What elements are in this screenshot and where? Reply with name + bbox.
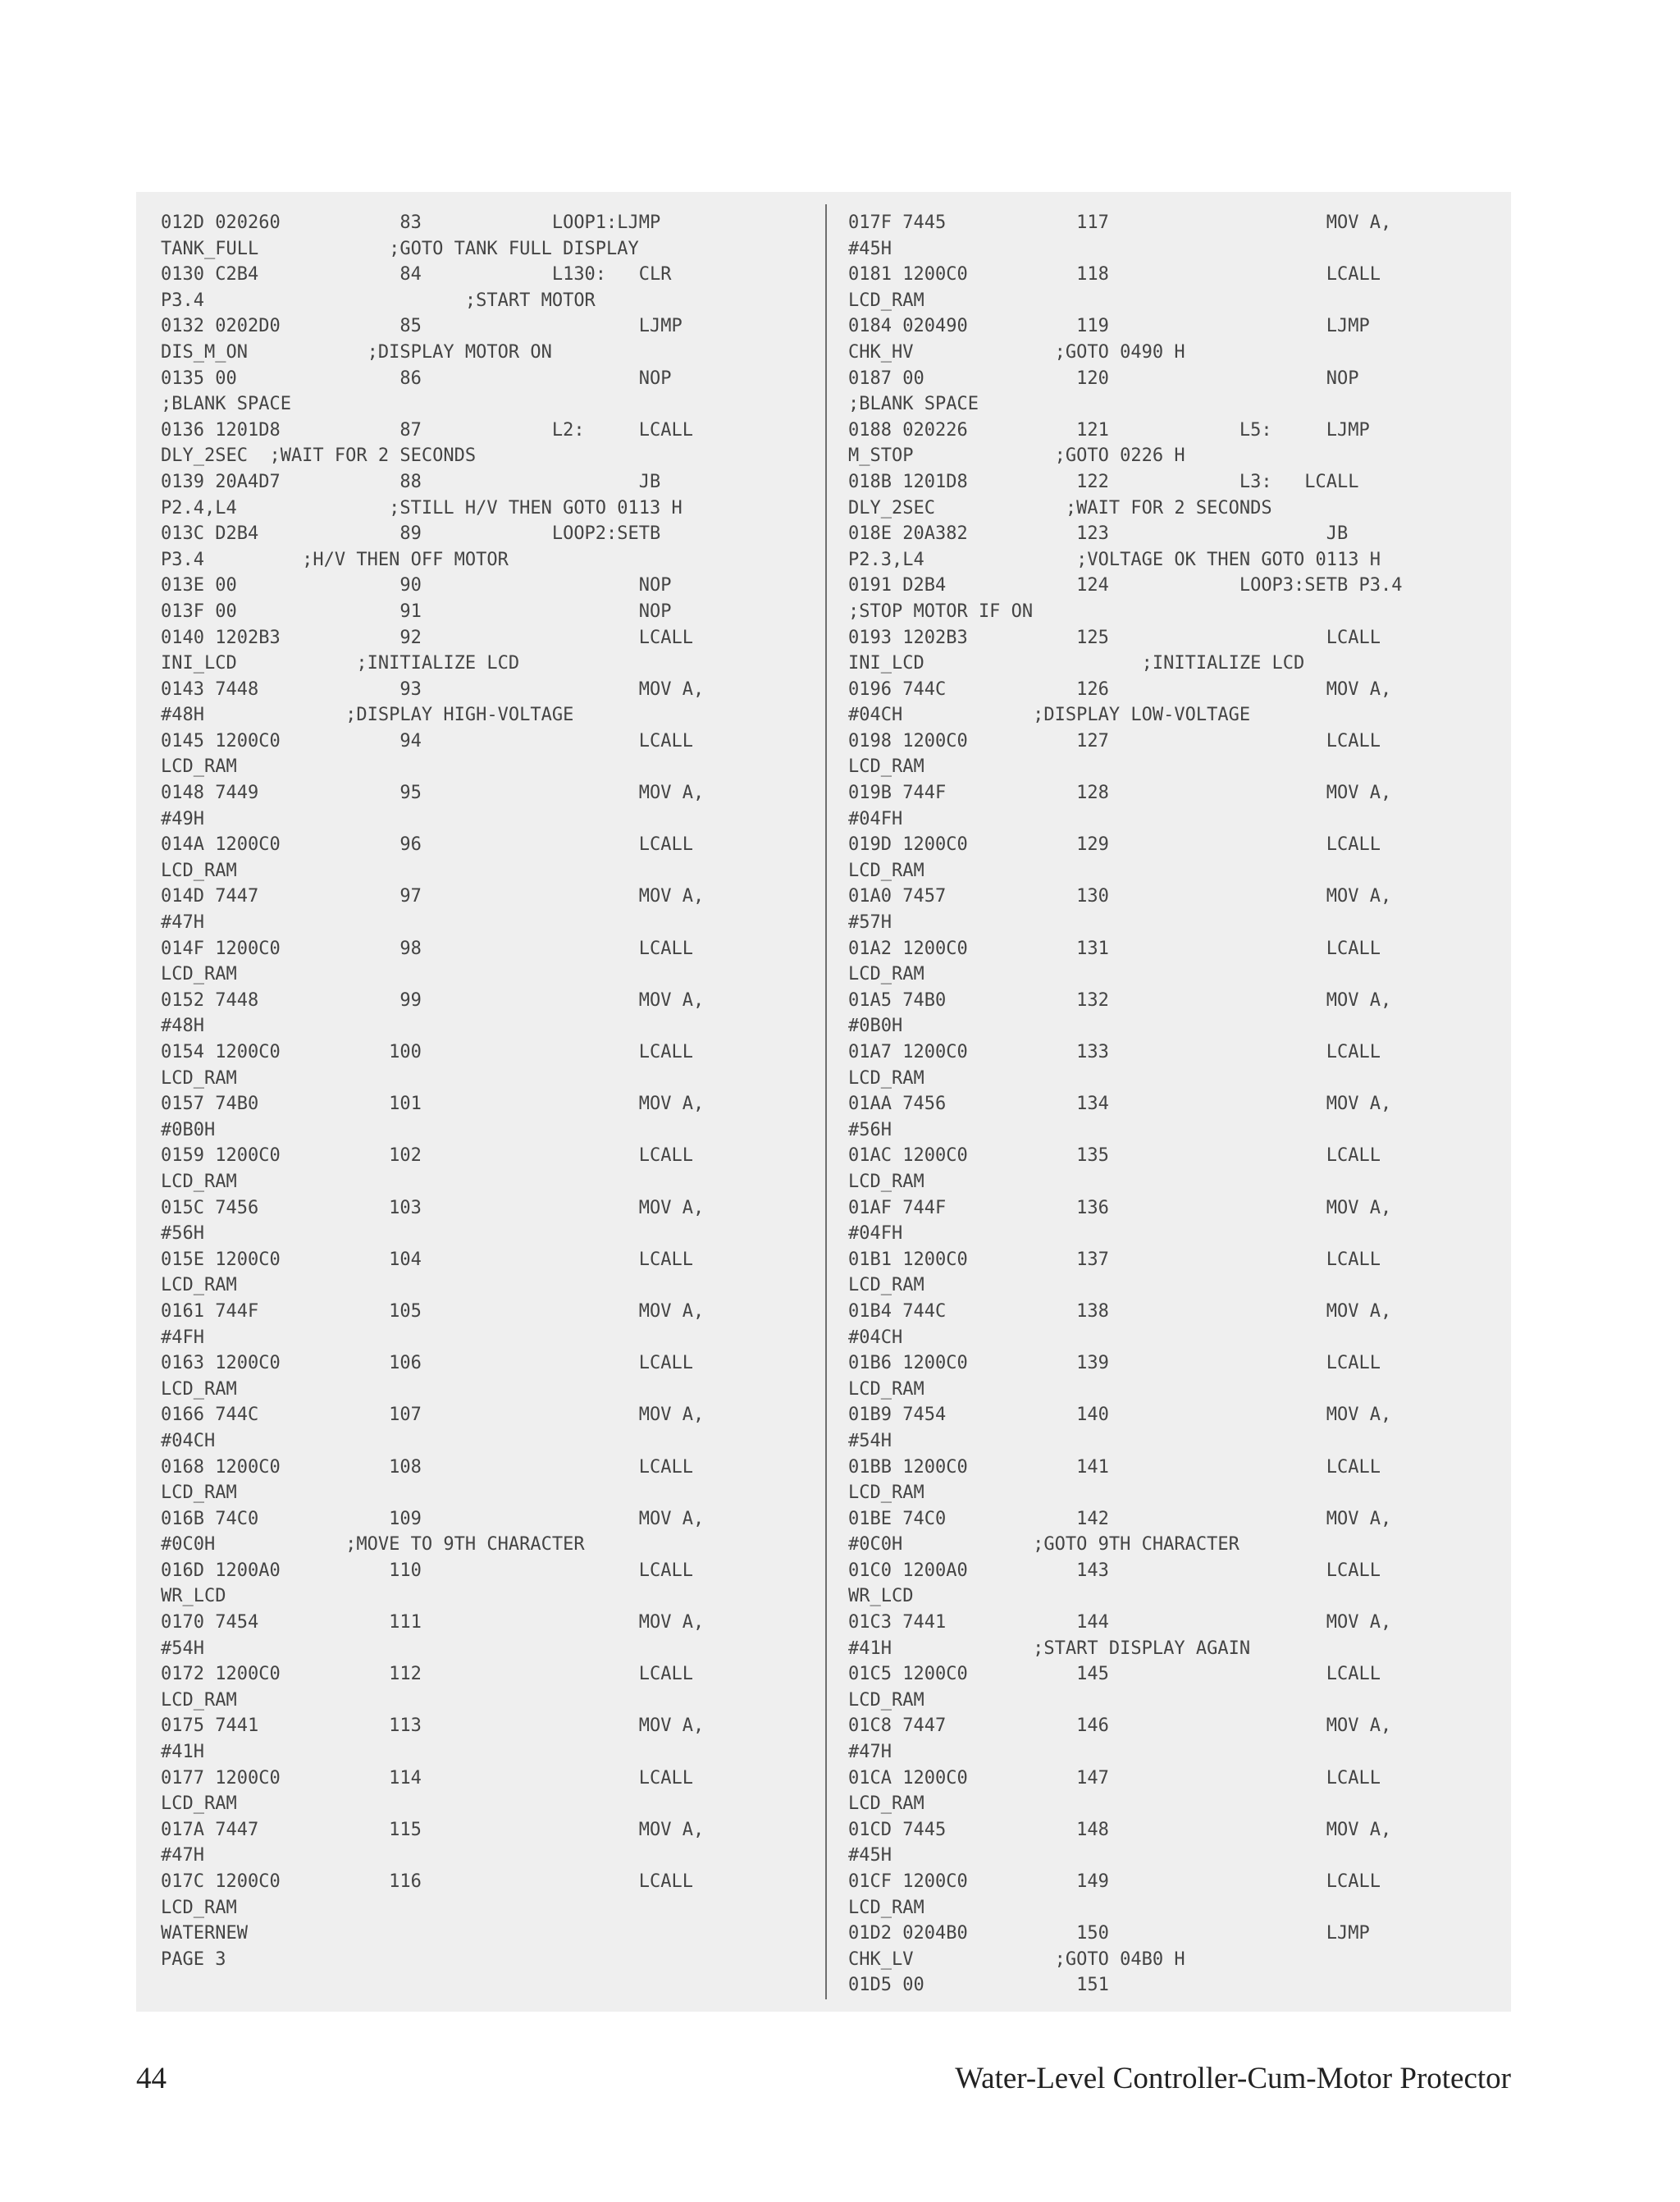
code-line: #0C0H ;GOTO 9TH CHARACTER [848,1534,1239,1556]
code-line: LCD_RAM [161,1482,237,1504]
code-line: 01CA 1200C0 147 LCALL [848,1767,1381,1789]
code-line: #48H ;DISPLAY HIGH-VOLTAGE [161,705,574,726]
code-line: LCD_RAM [161,1897,237,1918]
code-line: P3.4 ;START MOTOR [161,290,596,311]
code-line: LCD_RAM [848,1482,924,1504]
code-line: #56H [161,1223,204,1245]
listing-left-column [161,210,704,1972]
code-line: 019D 1200C0 129 LCALL [848,834,1381,856]
code-line: 01CD 7445 148 MOV A, [848,1819,1392,1840]
code-line: 0188 020226 121 L5: LJMP [848,419,1370,441]
page-number: 44 [136,2062,167,2095]
code-line: LCD_RAM [161,1378,237,1400]
code-line: 01C0 1200A0 143 LCALL [848,1560,1381,1581]
code-line: 01C3 7441 144 MOV A, [848,1612,1392,1633]
code-line: 01D2 0204B0 150 LJMP [848,1923,1370,1944]
code-line: 017A 7447 115 MOV A, [161,1819,705,1840]
code-line: 0187 00 120 NOP [848,368,1359,389]
code-line: PAGE 3 [161,1948,226,1970]
code-line: #04CH [161,1430,216,1451]
code-line: LCD_RAM [848,1275,924,1296]
code-line: 017C 1200C0 116 LCALL [161,1871,694,1892]
code-line: LCD_RAM [161,964,237,985]
code-line: LCD_RAM [848,290,924,311]
code-line: 01A5 74B0 132 MOV A, [848,989,1392,1011]
code-line: #0B0H [161,1119,216,1140]
code-line: #04CH ;DISPLAY LOW-VOLTAGE [848,705,1251,726]
code-line: 01A2 1200C0 131 LCALL [848,938,1381,959]
code-line: #41H ;START DISPLAY AGAIN [848,1638,1251,1659]
code-line: 0193 1202B3 125 LCALL [848,627,1381,648]
code-line: 0198 1200C0 127 LCALL [848,730,1381,752]
code-line: 015E 1200C0 104 LCALL [161,1249,694,1270]
code-line: 0168 1200C0 108 LCALL [161,1456,694,1478]
code-line: 0177 1200C0 114 LCALL [161,1767,694,1789]
code-line: 0145 1200C0 94 LCALL [161,730,694,752]
code-line: DLY_2SEC ;WAIT FOR 2 SECONDS [848,497,1272,519]
code-line: #0C0H ;MOVE TO 9TH CHARACTER [161,1534,585,1556]
code-line: LCD_RAM [848,1689,924,1711]
code-line: #0B0H [848,1016,903,1037]
code-line: 012D 020260 83 LOOP1:LJMP [161,212,661,233]
code-line: 0184 020490 119 LJMP [848,316,1370,337]
code-line: 016D 1200A0 110 LCALL [161,1560,694,1581]
code-line: 0163 1200C0 106 LCALL [161,1353,694,1374]
code-line: ;BLANK SPACE [161,394,291,415]
code-line: 01AF 744F 136 MOV A, [848,1197,1392,1218]
column-divider [825,204,827,1999]
code-line: 0135 00 86 NOP [161,368,672,389]
code-line: DIS_M_ON ;DISPLAY MOTOR ON [161,341,552,363]
code-line: #45H [848,1845,892,1866]
code-line: 019B 744F 128 MOV A, [848,783,1392,804]
code-line: #04CH [848,1327,903,1348]
code-line: 015C 7456 103 MOV A, [161,1197,705,1218]
code-line: 0143 7448 93 MOV A, [161,678,705,700]
listing-right-column [848,210,1403,1999]
code-line: 014F 1200C0 98 LCALL [161,938,694,959]
code-line: 01A7 1200C0 133 LCALL [848,1042,1381,1062]
code-line: INI_LCD ;INITIALIZE LCD [848,653,1305,674]
code-line: #4FH [161,1327,204,1348]
code-line: TANK_FULL ;GOTO TANK FULL DISPLAY [161,238,639,259]
code-line: 017F 7445 117 MOV A, [848,212,1392,233]
code-line: 01B9 7454 140 MOV A, [848,1405,1392,1426]
code-line: 013E 00 90 NOP [161,575,672,596]
code-line: 01C5 1200C0 145 LCALL [848,1664,1381,1685]
code-line: ;BLANK SPACE [848,394,979,415]
code-line: #41H [161,1742,204,1763]
code-line: 01D5 00 151 [848,1975,1109,1996]
code-line: 018B 1201D8 122 L3: LCALL [848,471,1359,492]
code-line: #47H [161,912,204,934]
code-line: 016B 74C0 109 MOV A, [161,1508,705,1529]
code-line: 0136 1201D8 87 L2: LCALL [161,419,694,441]
code-line: #04FH [848,1223,903,1245]
code-line: #49H [161,808,204,829]
code-line: 0196 744C 126 MOV A, [848,678,1392,700]
code-line: WR_LCD [161,1586,226,1607]
code-line: 01B4 744C 138 MOV A, [848,1300,1392,1322]
code-line: LCD_RAM [161,1275,237,1296]
code-line: 014D 7447 97 MOV A, [161,886,705,907]
code-line: LCD_RAM [848,1897,924,1918]
code-line: 014A 1200C0 96 LCALL [161,834,694,856]
code-line: #45H [848,238,892,259]
code-line: ;STOP MOTOR IF ON [848,601,1034,622]
code-line: 01A0 7457 130 MOV A, [848,886,1392,907]
code-line: LCD_RAM [848,756,924,778]
code-line: 0130 C2B4 84 L130: CLR [161,264,672,286]
code-line: 0152 7448 99 MOV A, [161,989,705,1011]
code-line: #56H [848,1119,892,1140]
code-line: #48H [161,1016,204,1037]
code-line: 0181 1200C0 118 LCALL [848,264,1381,286]
code-line: 01AA 7456 134 MOV A, [848,1094,1392,1115]
code-line: 01AC 1200C0 135 LCALL [848,1145,1381,1167]
code-line: LCD_RAM [848,1171,924,1192]
code-line: 01C8 7447 146 MOV A, [848,1715,1392,1737]
code-line: 01B6 1200C0 139 LCALL [848,1353,1381,1374]
code-line: #04FH [848,808,903,829]
code-line: 0132 0202D0 85 LJMP [161,316,682,337]
code-line: 018E 20A382 123 JB [848,523,1349,545]
running-title: Water-Level Controller-Cum-Motor Protector [955,2062,1511,2095]
code-line: CHK_HV ;GOTO 0490 H [848,341,1185,363]
code-line: 0140 1202B3 92 LCALL [161,627,694,648]
code-line: 0139 20A4D7 88 JB [161,471,661,492]
code-line: 0161 744F 105 MOV A, [161,1300,705,1322]
code-line: WATERNEW [161,1923,248,1944]
code-line: LCD_RAM [161,1689,237,1711]
code-line: 0191 D2B4 124 LOOP3:SETB P3.4 [848,575,1403,596]
code-line: LCD_RAM [848,1793,924,1815]
code-line: LCD_RAM [161,756,237,778]
code-line: LCD_RAM [161,1067,237,1089]
code-line: #54H [848,1430,892,1451]
code-line: #47H [848,1742,892,1763]
code-line: 013F 00 91 NOP [161,601,672,622]
code-line: 01BE 74C0 142 MOV A, [848,1508,1392,1529]
code-line: DLY_2SEC ;WAIT FOR 2 SECONDS [161,445,477,467]
code-line: 0159 1200C0 102 LCALL [161,1145,694,1167]
code-line: 01B1 1200C0 137 LCALL [848,1249,1381,1270]
code-line: LCD_RAM [161,1793,237,1815]
code-line: P3.4 ;H/V THEN OFF MOTOR [161,549,509,570]
code-line: LCD_RAM [161,860,237,881]
code-line: 0170 7454 111 MOV A, [161,1612,705,1633]
code-line: LCD_RAM [161,1171,237,1192]
code-line: LCD_RAM [848,964,924,985]
code-line: LCD_RAM [848,1067,924,1089]
code-line: LCD_RAM [848,860,924,881]
code-line: 0154 1200C0 100 LCALL [161,1042,694,1062]
code-line: 013C D2B4 89 LOOP2:SETB [161,523,661,545]
code-line: WR_LCD [848,1586,914,1607]
code-line: 0172 1200C0 112 LCALL [161,1664,694,1685]
code-line: 01BB 1200C0 141 LCALL [848,1456,1381,1478]
code-line: LCD_RAM [848,1378,924,1400]
code-line: P2.4,L4 ;STILL H/V THEN GOTO 0113 H [161,497,682,519]
code-line: INI_LCD ;INITIALIZE LCD [161,653,520,674]
code-line: 0157 74B0 101 MOV A, [161,1094,705,1115]
code-line: 0175 7441 113 MOV A, [161,1715,705,1737]
code-line: #54H [161,1638,204,1659]
code-line: CHK_LV ;GOTO 04B0 H [848,1948,1185,1970]
code-line: 01CF 1200C0 149 LCALL [848,1871,1381,1892]
code-line: #47H [161,1845,204,1866]
code-line: 0166 744C 107 MOV A, [161,1405,705,1426]
code-line: 0148 7449 95 MOV A, [161,783,705,804]
code-line: P2.3,L4 ;VOLTAGE OK THEN GOTO 0113 H [848,549,1381,570]
code-line: M_STOP ;GOTO 0226 H [848,445,1185,467]
code-line: #57H [848,912,892,934]
